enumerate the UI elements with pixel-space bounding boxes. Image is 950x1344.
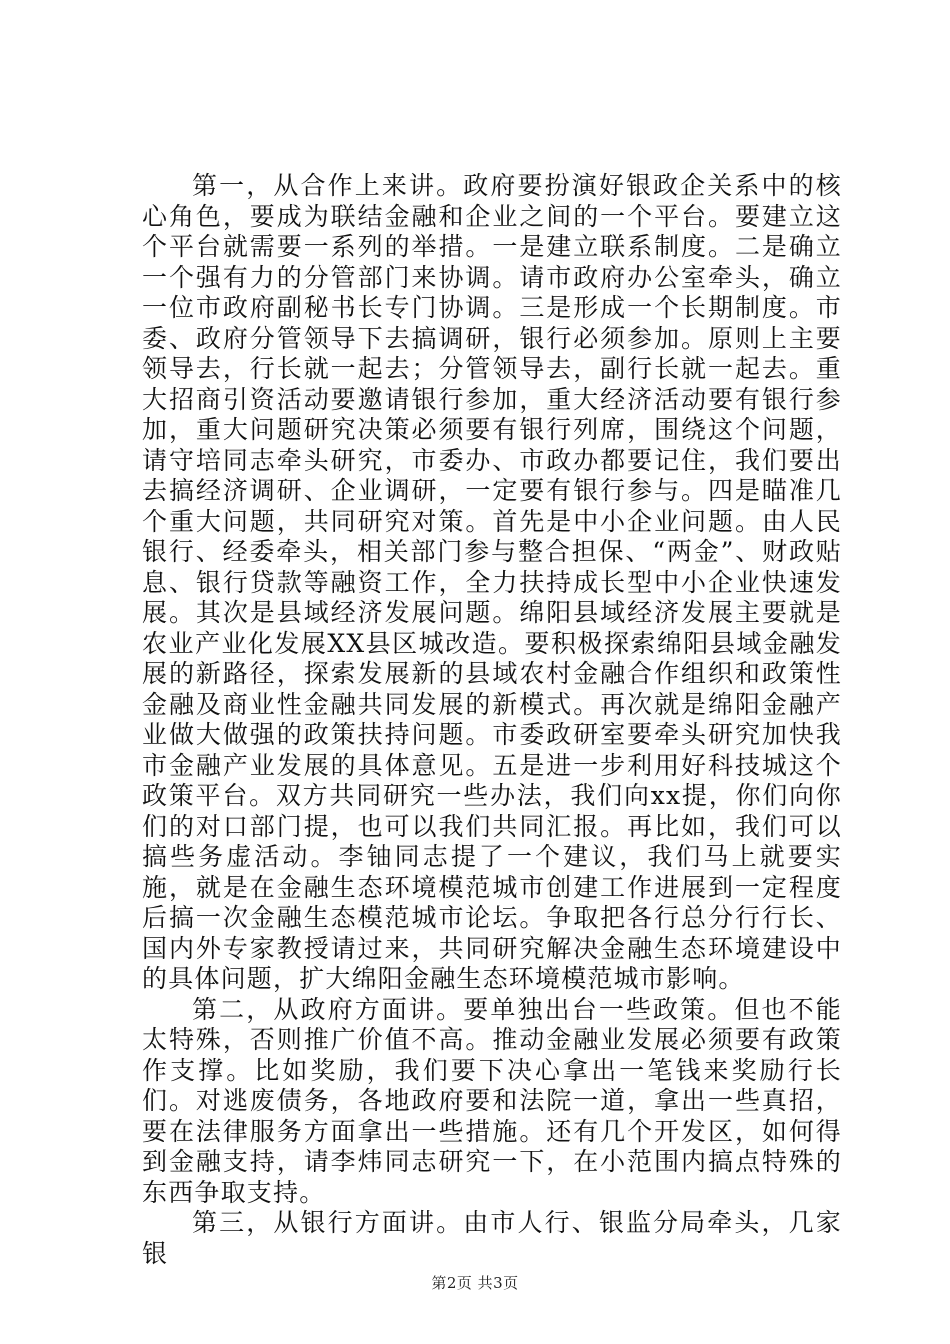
- paragraph-cooperation: 第一，从合作上来讲。政府要扮演好银政企关系中的核心角色，要成为联结金融和企业之间的一个平台。要建立这个平台就需要一系列的举措。一是建立联系制度。二是确立一个强有力的分管部门来协调。请市政府办公室牵头，确立一位市政府副秘书长专门协调。三是形成一个长期制度。市委、政府分管领导下去搞调研，银行必须参加。原则上主要领导去，行长就一起去；分管领导去，副行长就一起去。重大招商引资活动要邀请银行参加，重大经济活动要有银行参加，重大问题研究决策必须要有银行列席，围绕这个问题，请守培同志牵头研究，市委办、市政办都要记住，我们要出去搞经济调研、企业调研，一定要有银行参与。四是瞄准几个重大问题，共同研究对策。首先是中小企业问题。由人民银行、经委牵头，相关部门参与整合担保、“两金”、财政贴息、银行贷款等融资工作，全力扶持成长型中小企业快速发展。其次是县域经济发展问题。绵阳县域经济发展主要就是农业产业化发展XX县区城改造。要积极探索绵阳县域金融发展的新路径，探索发展新的县域农村金融合作组织和政策性金融及商业性金融共同发展的新模式。再次就是绵阳金融产业做大做强的政策扶持问题。市委政研室要牵头研究加快我市金融产业发展的具体意见。五是进一步利用好科技城这个政策平台。双方共同研究一些办法，我们向xx提，你们向你们的对口部门提，也可以我们共同汇报。再比如，我们可以搞些务虚活动。李铀同志提了一个建议，我们马上就要实施，就是在金融生态环境模范城市创建工作进展到一定程度后搞一次金融生态模范城市论坛。争取把各行总分行行长、国内外专家教授请过来，共同研究解决金融生态环境建设中的具体问题，扩大绵阳金融生态环境模范城市影响。: [142, 171, 842, 993]
- page-footer: 第2页 共3页: [431, 1274, 519, 1292]
- paragraph-banks: 第三，从银行方面讲。由市人行、银监分局牵头，几家银: [142, 1208, 842, 1268]
- body-text: [142, 171, 842, 1269]
- paragraph-government: 第二，从政府方面讲。要单独出台一些政策。但也不能太特殊，否则推广价值不高。推动金融业发展必须要有政策作支撑。比如奖励，我们要下决心拿出一笔钱来奖励行长们。对逃废债务，各地政府要和法院一道，拿出一些真招，要在法律服务方面拿出一些措施。还有几个开发区，如何得到金融支持，请李炜同志研究一下，在小范围内搞点特殊的东西争取支持。: [142, 994, 842, 1207]
